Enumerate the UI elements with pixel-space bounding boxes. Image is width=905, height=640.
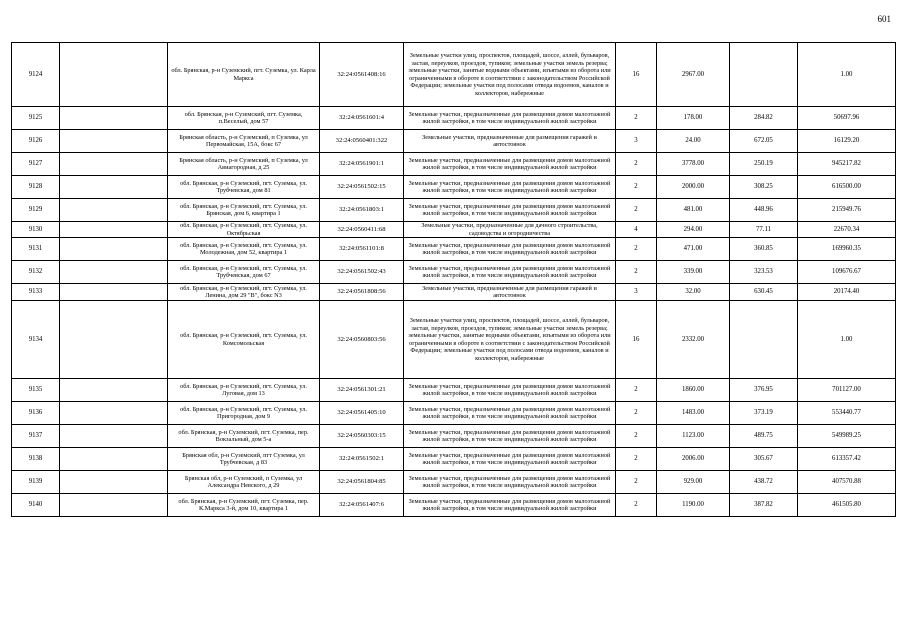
cell-area: 2006.00: [657, 448, 730, 471]
cell-cadastral-number: 32:24:0561901:1: [320, 153, 404, 176]
cell-area: 2967.00: [657, 43, 730, 107]
cell-group-code: 2: [616, 107, 657, 130]
cell-number: 9132: [12, 261, 60, 284]
cell-land-purpose: Земельные участки улиц, проспектов, площадей, шоссе, аллей, бульваров, застав, переулков, проездов, тупиков; земельные участки земель резерва; земельные участки, занятые водными объектами, изъятыми из оборота или ограниченными в обороте в соответствии с законодательством Российской Федерации; земельные участки под полосами отвода водоемов, каналов и коллекторов, набережные: [404, 43, 616, 107]
cell-area: 471.00: [657, 238, 730, 261]
cell-cadastral-value: 461505.80: [798, 494, 896, 517]
cell-cadastral-number: 32:24:0560803:56: [320, 301, 404, 379]
cell-land-purpose: Земельные участки, предназначенные для размещения домов малоэтажной жилой застройки, в том числе индивидуальной жилой застройки: [404, 471, 616, 494]
cell-cadastral-value: 945217.82: [798, 153, 896, 176]
cell-cadastral-value: 1.00: [798, 301, 896, 379]
cell-group-code: 16: [616, 43, 657, 107]
cell-group-code: 2: [616, 379, 657, 402]
table-row: [12, 176, 896, 199]
cell-cadastral-value: 701127.00: [798, 379, 896, 402]
cell-empty: [60, 261, 168, 284]
cell-area: 32.00: [657, 284, 730, 301]
cell-area: 929.00: [657, 471, 730, 494]
cell-group-code: 2: [616, 494, 657, 517]
cell-number: 9138: [12, 448, 60, 471]
cell-area: 2332.00: [657, 301, 730, 379]
cell-group-code: 16: [616, 301, 657, 379]
cell-number: 9126: [12, 130, 60, 153]
cell-cadastral-value: 169960.35: [798, 238, 896, 261]
cell-cadastral-number: 32:24:0561407:6: [320, 494, 404, 517]
cell-cadastral-number: 32:24:0561301:21: [320, 379, 404, 402]
cell-number: 9133: [12, 284, 60, 301]
cell-area: 481.00: [657, 199, 730, 222]
cell-unit-value: 284.82: [730, 107, 798, 130]
cell-empty: [60, 176, 168, 199]
cell-land-purpose: Земельные участки, предназначенные для размещения домов малоэтажной жилой застройки, в том числе индивидуальной жилой застройки: [404, 176, 616, 199]
cell-address: обл. Брянская, р-н Суземский, пгт. Суземка, ул. Трубчевская, дом 67: [168, 261, 320, 284]
cell-address: обл. Брянская, р-н Суземский, пгт. Суземка, ул. Ленина, дом 29 "В", бокс N3: [168, 284, 320, 301]
cell-group-code: 2: [616, 199, 657, 222]
cell-empty: [60, 43, 168, 107]
table-row: [12, 222, 896, 238]
cell-address: Брянская обл, р-н Суземский, п Суземка, ул Александра Невского, д 29: [168, 471, 320, 494]
cell-cadastral-value: 616500.00: [798, 176, 896, 199]
table-row: [12, 379, 896, 402]
table-row: [12, 448, 896, 471]
cell-empty: [60, 379, 168, 402]
cell-cadastral-value: 50697.96: [798, 107, 896, 130]
cell-land-purpose: Земельные участки, предназначенные для размещения домов малоэтажной жилой застройки, в том числе индивидуальной жилой застройки: [404, 379, 616, 402]
cell-cadastral-number: 32:24:0561803:1: [320, 199, 404, 222]
cell-address: обл. Брянская, р-н Суземский, пгт. Суземка, ул. Трубчевская, дом 81: [168, 176, 320, 199]
cell-address: обл. Брянская, р-н Суземский, пгт. Суземка, пер. К.Маркса 3-й, дом 10, квартира 1: [168, 494, 320, 517]
cell-land-purpose: Земельные участки, предназначенные для размещения домов малоэтажной жилой застройки, в том числе индивидуальной жилой застройки: [404, 261, 616, 284]
cell-number: 9130: [12, 222, 60, 238]
cell-unit-value: 630.45: [730, 284, 798, 301]
cell-cadastral-number: 32:24:0561502:43: [320, 261, 404, 284]
cell-unit-value: 448.96: [730, 199, 798, 222]
cell-cadastral-value: 553440.77: [798, 402, 896, 425]
cell-address: обл. Брянская, р-н Суземский, пгт. Суземка, ул. Карла Маркса: [168, 43, 320, 107]
cell-group-code: 2: [616, 425, 657, 448]
table-row: [12, 153, 896, 176]
cell-unit-value: [730, 43, 798, 107]
cell-cadastral-number: 32:24:0561601:4: [320, 107, 404, 130]
table-row: [12, 425, 896, 448]
cell-land-purpose: Земельные участки, предназначенные для размещения домов малоэтажной жилой застройки, в том числе индивидуальной жилой застройки: [404, 199, 616, 222]
cell-unit-value: 373.19: [730, 402, 798, 425]
cell-empty: [60, 238, 168, 261]
cell-address: Брянская обл, р-н Суземский, пгт Суземка, ул Трубчевская, д 83: [168, 448, 320, 471]
cell-number: 9135: [12, 379, 60, 402]
cell-cadastral-value: 549989.25: [798, 425, 896, 448]
cell-cadastral-value: 407570.88: [798, 471, 896, 494]
table-row: [12, 43, 896, 107]
cell-cadastral-number: 32:24:0561405:10: [320, 402, 404, 425]
cell-land-purpose: Земельные участки, предназначенные для размещения гаражей и автостоянок: [404, 130, 616, 153]
cell-cadastral-value: 1.00: [798, 43, 896, 107]
cell-land-purpose: Земельные участки, предназначенные для размещения домов малоэтажной жилой застройки, в том числе индивидуальной жилой застройки: [404, 494, 616, 517]
cell-number: 9124: [12, 43, 60, 107]
cell-number: 9137: [12, 425, 60, 448]
cell-group-code: 2: [616, 471, 657, 494]
cell-unit-value: 489.75: [730, 425, 798, 448]
cell-empty: [60, 153, 168, 176]
cell-area: 339.00: [657, 261, 730, 284]
cell-cadastral-value: 109676.67: [798, 261, 896, 284]
cell-land-purpose: Земельные участки, предназначенные для размещения домов малоэтажной жилой застройки, в том числе индивидуальной жилой застройки: [404, 107, 616, 130]
table-row: [12, 471, 896, 494]
cell-land-purpose: Земельные участки, предназначенные для размещения домов малоэтажной жилой застройки, в том числе индивидуальной жилой застройки: [404, 153, 616, 176]
cell-unit-value: 323.53: [730, 261, 798, 284]
cell-cadastral-number: 32:24:0561408:16: [320, 43, 404, 107]
cell-empty: [60, 222, 168, 238]
cell-group-code: 2: [616, 448, 657, 471]
cell-cadastral-number: 32:24:0561804:85: [320, 471, 404, 494]
cell-number: 9134: [12, 301, 60, 379]
table-row: [12, 107, 896, 130]
cell-number: 9131: [12, 238, 60, 261]
cell-cadastral-number: 32:24:0560303:15: [320, 425, 404, 448]
cell-empty: [60, 448, 168, 471]
cell-group-code: 4: [616, 222, 657, 238]
cell-address: Брянская область, р-н Суземский, п Суземка, ул Авиагородная, д 25: [168, 153, 320, 176]
cell-land-purpose: Земельные участки, предназначенные для размещения домов малоэтажной жилой застройки, в том числе индивидуальной жилой застройки: [404, 238, 616, 261]
cell-group-code: 2: [616, 153, 657, 176]
table-row: [12, 199, 896, 222]
cell-area: 1190.00: [657, 494, 730, 517]
cell-cadastral-number: 32:24:0561502:15: [320, 176, 404, 199]
cell-land-purpose: Земельные участки, предназначенные для размещения домов малоэтажной жилой застройки, в том числе индивидуальной жилой застройки: [404, 425, 616, 448]
table-row: [12, 284, 896, 301]
cell-area: 178.00: [657, 107, 730, 130]
cell-cadastral-value: 20174.40: [798, 284, 896, 301]
cell-cadastral-number: 32:24:0561502:1: [320, 448, 404, 471]
cell-unit-value: 360.85: [730, 238, 798, 261]
cell-land-purpose: Земельные участки, предназначенные для размещения домов малоэтажной жилой застройки, в том числе индивидуальной жилой застройки: [404, 448, 616, 471]
cell-unit-value: 438.72: [730, 471, 798, 494]
cell-unit-value: 250.19: [730, 153, 798, 176]
cell-address: обл. Брянская, р-н Суземский, пгт. Суземка, ул. Пригородная, дом 9: [168, 402, 320, 425]
cell-empty: [60, 301, 168, 379]
cell-number: 9129: [12, 199, 60, 222]
cell-area: 3778.00: [657, 153, 730, 176]
cell-address: обл. Брянская, р-н Суземский, пгт. Суземка, ул. Луговая, дом 13: [168, 379, 320, 402]
cell-cadastral-value: 22670.34: [798, 222, 896, 238]
cell-empty: [60, 402, 168, 425]
cell-empty: [60, 107, 168, 130]
cell-address: обл. Брянская, р-н Суземский, пгт. Суземка, ул. Комсомольская: [168, 301, 320, 379]
cell-group-code: 2: [616, 261, 657, 284]
cell-cadastral-number: 32:24:0560411:68: [320, 222, 404, 238]
cell-group-code: 3: [616, 284, 657, 301]
cell-unit-value: 376.95: [730, 379, 798, 402]
page-number: 601: [877, 14, 891, 24]
table-row: [12, 494, 896, 517]
cell-cadastral-value: 215949.76: [798, 199, 896, 222]
cell-cadastral-value: 16129.20: [798, 130, 896, 153]
cell-number: 9140: [12, 494, 60, 517]
cell-group-code: 2: [616, 176, 657, 199]
table-row: [12, 261, 896, 284]
cell-address: обл. Брянская, р-н Суземский, пгт. Суземка, пер. Вокзальный, дом 5-а: [168, 425, 320, 448]
cell-area: 1860.00: [657, 379, 730, 402]
cell-empty: [60, 471, 168, 494]
cell-area: 1123.00: [657, 425, 730, 448]
table-row: [12, 402, 896, 425]
cell-address: обл. Брянская, р-н Суземский, пгт. Суземка, ул. Брянская, дом 6, квартира 1: [168, 199, 320, 222]
table-row: [12, 130, 896, 153]
cell-land-purpose: Земельные участки, предназначенные для размещения домов малоэтажной жилой застройки, в том числе индивидуальной жилой застройки: [404, 402, 616, 425]
cell-address: обл. Брянская, р-н Суземский, пгт. Суземка, п.Веселый, дом 57: [168, 107, 320, 130]
cell-unit-value: 77.11: [730, 222, 798, 238]
cell-group-code: 2: [616, 402, 657, 425]
cell-unit-value: 387.82: [730, 494, 798, 517]
cell-empty: [60, 425, 168, 448]
cell-unit-value: 305.67: [730, 448, 798, 471]
table-row: [12, 301, 896, 379]
cell-number: 9125: [12, 107, 60, 130]
cell-group-code: 2: [616, 238, 657, 261]
cell-number: 9127: [12, 153, 60, 176]
registry-body: [12, 43, 896, 517]
cell-area: 2000.00: [657, 176, 730, 199]
cell-cadastral-value: 613357.42: [798, 448, 896, 471]
cell-empty: [60, 199, 168, 222]
land-registry-table: [11, 42, 896, 517]
cell-area: 1483.00: [657, 402, 730, 425]
cell-area: 24.00: [657, 130, 730, 153]
cell-number: 9136: [12, 402, 60, 425]
cell-unit-value: [730, 301, 798, 379]
cell-address: обл. Брянская, р-н Суземский, пгт. Суземка, ул. Октябрьская: [168, 222, 320, 238]
cell-unit-value: 672.05: [730, 130, 798, 153]
cell-land-purpose: Земельные участки улиц, проспектов, площадей, шоссе, аллей, бульваров, застав, переулков, проездов, тупиков; земельные участки земель резерва; земельные участки, занятые водными объектами, изъятыми из оборота или ограниченными в обороте в соответствии с законодательством Российской Федерации; земельные участки под полосами отвода водоемов, каналов и коллекторов, набережные: [404, 301, 616, 379]
cell-cadastral-number: 32:24:0561808:56: [320, 284, 404, 301]
cell-cadastral-number: 32:24:0560401:322: [320, 130, 404, 153]
cell-land-purpose: Земельные участки, предназначенные для дачного строительства, садоводства и огородничества: [404, 222, 616, 238]
cell-cadastral-number: 32:24:0561101:8: [320, 238, 404, 261]
table-row: [12, 238, 896, 261]
cell-land-purpose: Земельные участки, предназначенные для размещения гаражей и автостоянок: [404, 284, 616, 301]
cell-area: 294.00: [657, 222, 730, 238]
cell-empty: [60, 130, 168, 153]
cell-address: Брянская область, р-н Суземский, п Суземка, ул Первомайская, 15А, бокс 67: [168, 130, 320, 153]
cell-group-code: 3: [616, 130, 657, 153]
cell-unit-value: 308.25: [730, 176, 798, 199]
cell-number: 9139: [12, 471, 60, 494]
cell-empty: [60, 494, 168, 517]
cell-empty: [60, 284, 168, 301]
cell-number: 9128: [12, 176, 60, 199]
cell-address: обл. Брянская, р-н Суземский, пгт. Суземка, ул. Молодежная, дом 52, квартира 1: [168, 238, 320, 261]
